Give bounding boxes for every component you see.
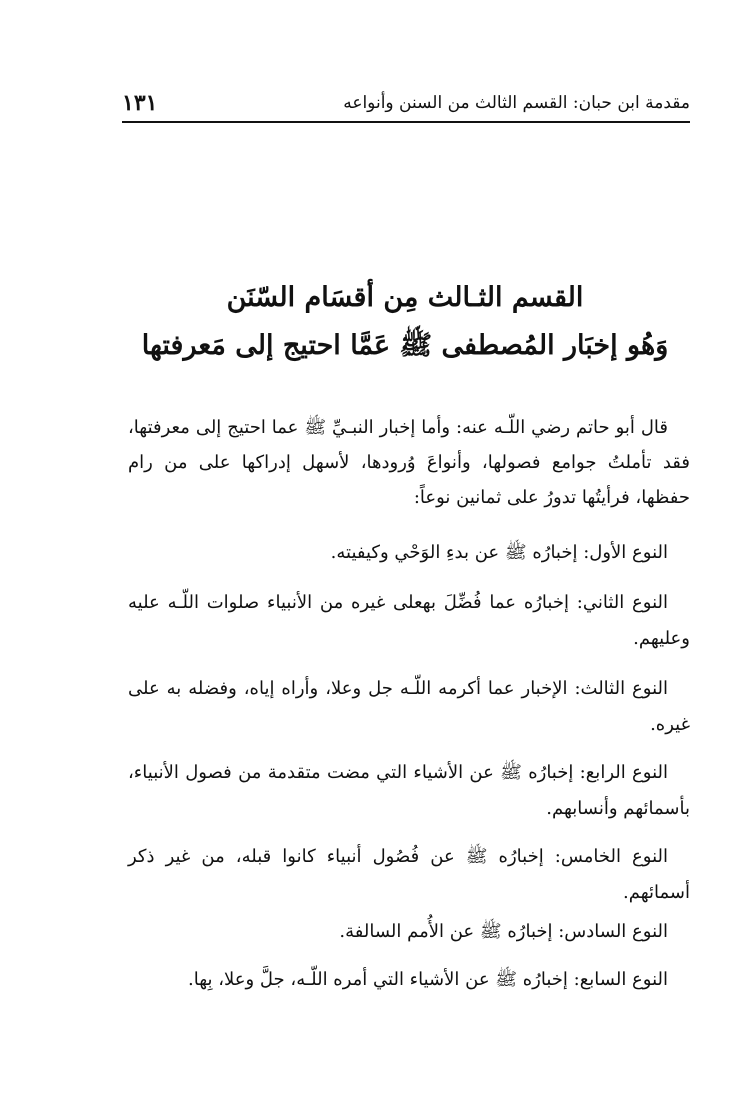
chapter-title [120,274,690,370]
types-list [128,535,690,998]
type-item-2: النوع الثاني: إخبارُه عما فُضِّلَ بهعلى غيره من الأنبياء صلوات اللّـه عليه وعليهم. [128,592,690,649]
type-item-7: النوع السابع: إخبارُه ﷺ عن الأشياء التي أمره اللّـه، جلَّ وعلا، بِها. [187,969,668,990]
type-item-4: النوع الرابع: إخبارُه ﷺ عن الأشياء التي مضت متقدمة من فصول الأنبياء، بأسمائهم وأنسابهم. [128,762,690,819]
chapter-title-line-2: وَهُو إخبَار المُصطفى ﷺ عَمَّا احتيج إلى مَعرفتها [141,330,669,361]
intro-paragraph: قال أبو حاتم رضي اللّـه عنه: وأما إخبار النبـيِّ ﷺ عما احتيج إلى معرفتها، فقد تأملتُ جوامع فصولها، وأنواعَ وُرودها، لأسهل إدراكها على من رام حفظها، فرأيتُها تدورُ على ثمانين نوعاً: [128,417,690,508]
page-number: ١٣١ [122,90,158,116]
header-rule [122,121,690,123]
type-item-3: النوع الثالث: الإخبار عما أكرمه اللّـه جل وعلا، وأراه إياه، وفضله به على غيره. [128,678,690,735]
type-item-1: النوع الأول: إخبارُه ﷺ عن بدءِ الوَحْي وكيفيته. [330,542,668,563]
type-item-6: النوع السادس: إخبارُه ﷺ عن الأُمم السالفة. [339,921,668,942]
type-item-5: النوع الخامس: إخبارُه ﷺ عن فُصُول أنبياء كانوا قبله، من غير ذكر أسمائهم. [128,846,690,903]
page-header [122,86,690,120]
body-text [128,410,690,998]
chapter-title-line-1: القسم الثـالث مِن أقسَام السّنَن [226,282,584,313]
running-title: مقدمة ابن حبان: القسم الثالث من السنن وأنواعه [343,92,690,113]
